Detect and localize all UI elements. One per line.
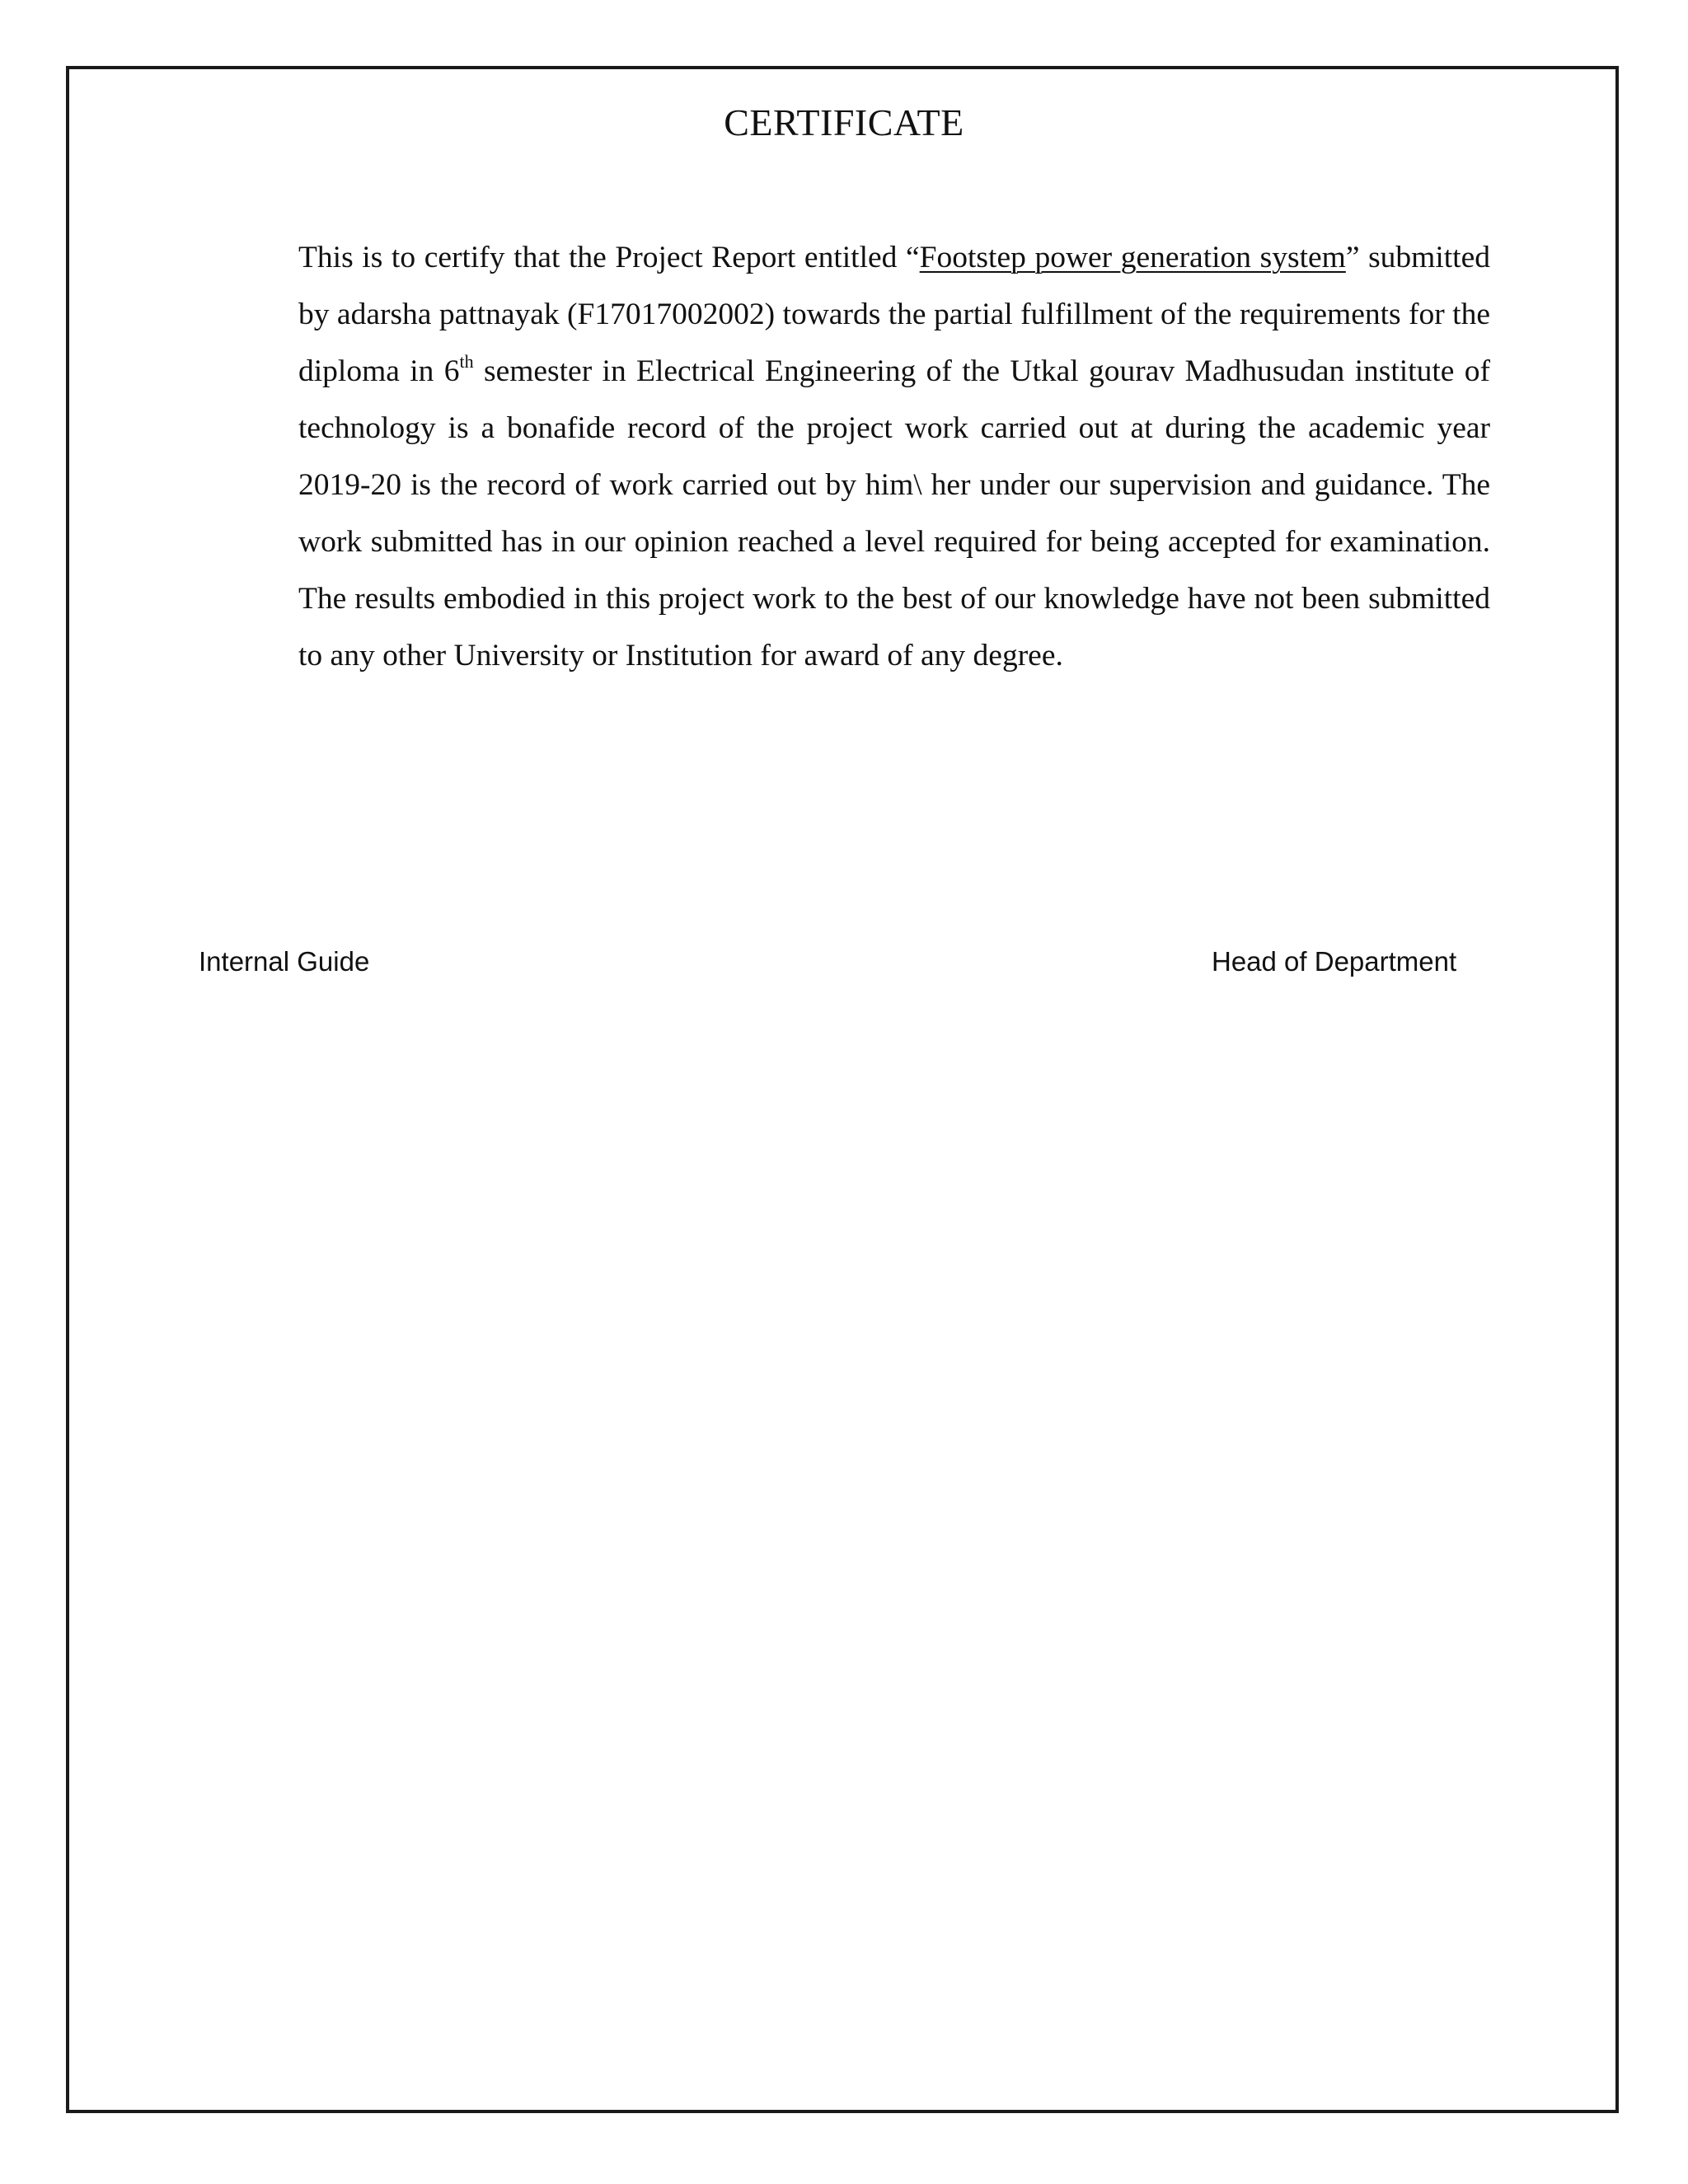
paragraph-part-2: ” submitted by adarsha pattnayak (F17017002002) towards the partial fulfillment of the requirements for the diploma in 6 xyxy=(298,241,1490,388)
project-title: Footstep power generation system xyxy=(919,241,1346,274)
ordinal-superscript: th xyxy=(459,351,474,372)
paragraph-part-1: This is to certify that the Project Report entitled “ xyxy=(298,241,920,274)
head-of-department-label: Head of Department xyxy=(1212,946,1457,977)
internal-guide-label: Internal Guide xyxy=(199,946,370,977)
paragraph-part-3: semester in Electrical Engineering of the Utkal gourav Madhusudan institute of technology is a bonafide record of the project work carried out at during the academic year 2019-20 is the record of work carried out by him\ her under our supervision and guidance. The work submitted has in our opinion reached a level required for being accepted for examination. The results embodied in this project work to the best of our knowledge have not been submitted to any other University or Institution for award of any degree. xyxy=(298,354,1490,673)
certificate-paragraph xyxy=(298,229,1490,684)
certificate-title: CERTIFICATE xyxy=(724,101,964,143)
